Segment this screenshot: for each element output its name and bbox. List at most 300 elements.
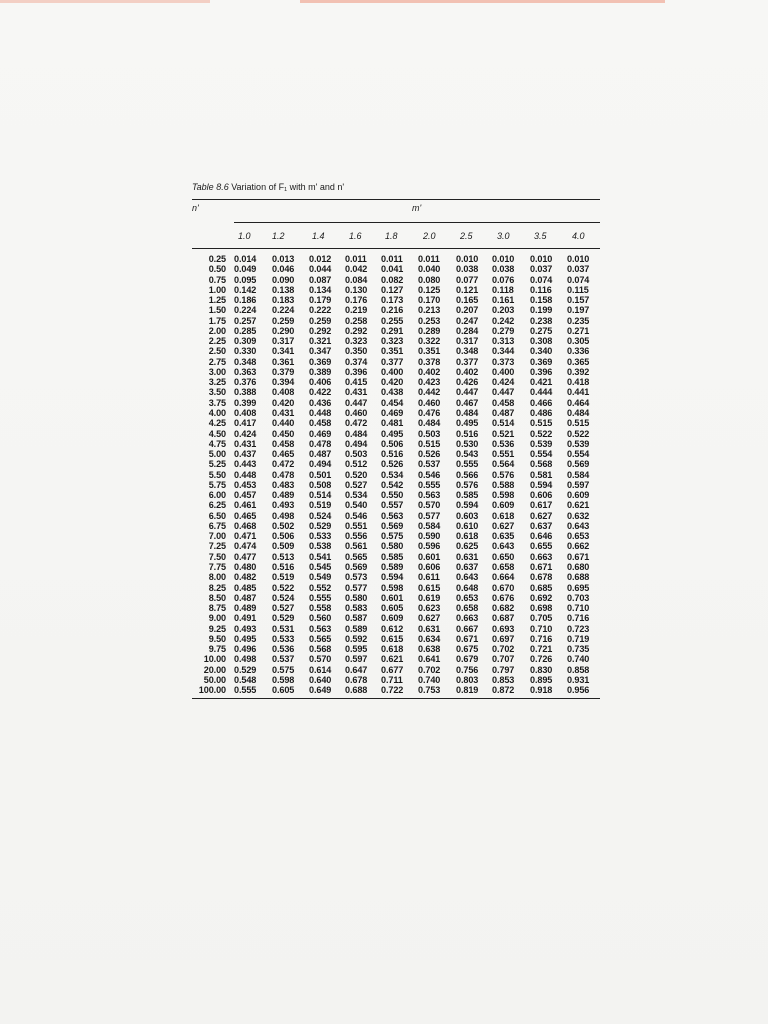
table-cell: 0.598 bbox=[272, 674, 295, 685]
table-cell: 0.580 bbox=[345, 592, 368, 603]
table-cell: 0.472 bbox=[272, 459, 295, 470]
table-cell: 0.493 bbox=[234, 623, 257, 634]
table-cell: 0.555 bbox=[456, 459, 479, 470]
table-cell: 0.687 bbox=[492, 613, 515, 624]
m-group-header: m' bbox=[412, 203, 422, 213]
table-cell: 0.682 bbox=[492, 603, 515, 614]
table-cell: 0.570 bbox=[309, 654, 332, 665]
table-cell: 0.576 bbox=[456, 479, 479, 490]
table-cell: 0.041 bbox=[381, 264, 404, 275]
table-cell: 0.424 bbox=[234, 428, 257, 439]
table-cell: 0.556 bbox=[345, 531, 368, 542]
table-cell: 0.540 bbox=[345, 500, 368, 511]
table-cell: 0.569 bbox=[345, 561, 368, 572]
table-row bbox=[192, 459, 600, 469]
table-cell: 0.142 bbox=[234, 284, 257, 295]
table-cell: 0.183 bbox=[272, 295, 295, 306]
table-cell: 0.494 bbox=[345, 438, 368, 449]
table-cell: 0.483 bbox=[272, 479, 295, 490]
table-cell: 0.323 bbox=[345, 336, 368, 347]
table-cell: 0.753 bbox=[418, 685, 441, 696]
table-cell: 0.716 bbox=[567, 613, 590, 624]
table-cell: 0.037 bbox=[567, 264, 590, 275]
table-cell: 0.344 bbox=[492, 346, 515, 357]
column-header-m: 1.6 bbox=[349, 231, 362, 241]
table-cell: 0.621 bbox=[567, 500, 590, 511]
table-cell: 0.588 bbox=[492, 479, 515, 490]
column-header-m: 3.5 bbox=[534, 231, 547, 241]
table-cell: 0.522 bbox=[567, 428, 590, 439]
table-cell: 0.595 bbox=[345, 644, 368, 655]
table-cell: 0.618 bbox=[381, 644, 404, 655]
table-cell: 0.529 bbox=[234, 664, 257, 675]
row-label-n: 7.50 bbox=[208, 551, 226, 562]
table-cell: 0.797 bbox=[492, 664, 515, 675]
table-cell: 0.257 bbox=[234, 315, 257, 326]
table-cell: 0.516 bbox=[456, 428, 479, 439]
table-cell: 0.125 bbox=[418, 284, 441, 295]
data-table bbox=[192, 182, 600, 699]
table-row bbox=[192, 408, 600, 418]
table-cell: 0.437 bbox=[234, 449, 257, 460]
table-cell: 0.485 bbox=[234, 582, 257, 593]
table-cell: 0.956 bbox=[567, 685, 590, 696]
table-cell: 0.522 bbox=[530, 428, 553, 439]
row-label-n: 4.25 bbox=[208, 418, 226, 429]
table-cell: 0.494 bbox=[309, 459, 332, 470]
table-cell: 0.519 bbox=[309, 500, 332, 511]
table-row bbox=[192, 685, 600, 695]
table-cell: 0.671 bbox=[567, 551, 590, 562]
table-cell: 0.443 bbox=[234, 459, 257, 470]
column-header-m: 2.0 bbox=[423, 231, 436, 241]
table-cell: 0.238 bbox=[530, 315, 553, 326]
column-header-m: 4.0 bbox=[572, 231, 585, 241]
table-cell: 0.469 bbox=[309, 428, 332, 439]
table-row bbox=[192, 500, 600, 510]
table-cell: 0.336 bbox=[567, 346, 590, 357]
table-cell: 0.422 bbox=[309, 387, 332, 398]
table-cell: 0.482 bbox=[234, 572, 257, 583]
table-cell: 0.610 bbox=[456, 520, 479, 531]
table-row bbox=[192, 439, 600, 449]
table-cell: 0.536 bbox=[272, 644, 295, 655]
row-label-n: 5.25 bbox=[208, 459, 226, 470]
table-cell: 0.457 bbox=[234, 490, 257, 501]
table-cell: 0.400 bbox=[381, 366, 404, 377]
table-cell: 0.693 bbox=[492, 623, 515, 634]
table-cell: 0.351 bbox=[381, 346, 404, 357]
table-cell: 0.489 bbox=[234, 603, 257, 614]
table-cell: 0.565 bbox=[309, 633, 332, 644]
table-cell: 0.655 bbox=[530, 541, 553, 552]
table-cell: 0.601 bbox=[381, 592, 404, 603]
table-cell: 0.011 bbox=[381, 254, 403, 264]
row-label-n: 4.75 bbox=[208, 438, 226, 449]
table-row bbox=[192, 429, 600, 439]
table-cell: 0.872 bbox=[492, 685, 515, 696]
table-cell: 0.667 bbox=[456, 623, 479, 634]
table-cell: 0.495 bbox=[381, 428, 404, 439]
table-row bbox=[192, 603, 600, 613]
table-cell: 0.615 bbox=[418, 582, 441, 593]
table-cell: 0.351 bbox=[418, 346, 441, 357]
table-cell: 0.476 bbox=[418, 407, 441, 418]
table-cell: 0.224 bbox=[272, 305, 295, 316]
table-cell: 0.465 bbox=[272, 449, 295, 460]
table-cell: 0.495 bbox=[234, 633, 257, 644]
table-cell: 0.515 bbox=[418, 438, 441, 449]
table-row bbox=[192, 285, 600, 295]
table-cell: 0.271 bbox=[567, 325, 590, 336]
table-cell: 0.594 bbox=[456, 500, 479, 511]
table-cell: 0.158 bbox=[530, 295, 553, 306]
table-cell: 0.589 bbox=[345, 623, 368, 634]
table-cell: 0.426 bbox=[456, 377, 479, 388]
table-cell: 0.289 bbox=[418, 325, 441, 336]
table-cell: 0.577 bbox=[345, 582, 368, 593]
row-label-n: 2.00 bbox=[208, 325, 226, 336]
table-cell: 0.648 bbox=[456, 582, 479, 593]
table-cell: 0.664 bbox=[492, 572, 515, 583]
table-cell: 0.309 bbox=[234, 336, 257, 347]
table-cell: 0.365 bbox=[567, 356, 590, 367]
column-header-m: 3.0 bbox=[497, 231, 510, 241]
table-cell: 0.502 bbox=[272, 520, 295, 531]
table-cell: 0.478 bbox=[272, 469, 295, 480]
table-cell: 0.503 bbox=[418, 428, 441, 439]
m-header-rule bbox=[234, 222, 600, 223]
table-cell: 0.438 bbox=[381, 387, 404, 398]
row-label-n: 5.75 bbox=[208, 479, 226, 490]
table-cell: 0.498 bbox=[272, 510, 295, 521]
table-cell: 0.653 bbox=[567, 531, 590, 542]
table-cell: 0.653 bbox=[456, 592, 479, 603]
row-label-n: 3.00 bbox=[208, 366, 226, 377]
row-label-n: 9.25 bbox=[208, 623, 226, 634]
table-cell: 0.563 bbox=[381, 510, 404, 521]
bottom-rule bbox=[192, 698, 600, 699]
table-cell: 0.501 bbox=[309, 469, 332, 480]
table-cell: 0.465 bbox=[234, 510, 257, 521]
table-cell: 0.560 bbox=[309, 613, 332, 624]
table-cell: 0.453 bbox=[234, 479, 257, 490]
table-cell: 0.458 bbox=[492, 397, 515, 408]
row-label-n: 10.00 bbox=[203, 654, 226, 665]
table-cell: 0.564 bbox=[492, 459, 515, 470]
table-cell: 0.698 bbox=[530, 603, 553, 614]
table-cell: 0.658 bbox=[492, 561, 515, 572]
table-cell: 0.515 bbox=[530, 418, 553, 429]
table-cell: 0.533 bbox=[272, 633, 295, 644]
table-cell: 0.631 bbox=[456, 551, 479, 562]
table-cell: 0.627 bbox=[418, 613, 441, 624]
table-cell: 0.524 bbox=[272, 592, 295, 603]
table-cell: 0.323 bbox=[381, 336, 404, 347]
table-cell: 0.420 bbox=[272, 397, 295, 408]
table-cell: 0.400 bbox=[492, 366, 515, 377]
table-cell: 0.621 bbox=[381, 654, 404, 665]
table-cell: 0.568 bbox=[530, 459, 553, 470]
table-cell: 0.570 bbox=[418, 500, 441, 511]
row-label-n: 6.00 bbox=[208, 490, 226, 501]
table-cell: 0.634 bbox=[418, 633, 441, 644]
table-cell: 0.554 bbox=[530, 449, 553, 460]
table-cell: 0.603 bbox=[456, 510, 479, 521]
table-cell: 0.726 bbox=[530, 654, 553, 665]
table-cell: 0.615 bbox=[381, 633, 404, 644]
table-cell: 0.010 bbox=[530, 254, 553, 264]
table-cell: 0.555 bbox=[234, 685, 257, 696]
table-cell: 0.454 bbox=[381, 397, 404, 408]
table-cell: 0.044 bbox=[309, 264, 332, 275]
table-cell: 0.474 bbox=[234, 541, 257, 552]
table-cell: 0.496 bbox=[234, 644, 257, 655]
table-cell: 0.596 bbox=[418, 541, 441, 552]
row-label-n: 4.00 bbox=[208, 407, 226, 418]
table-cell: 0.702 bbox=[418, 664, 441, 675]
table-cell: 0.173 bbox=[381, 295, 404, 306]
table-cell: 0.165 bbox=[456, 295, 479, 306]
table-cell: 0.469 bbox=[381, 407, 404, 418]
table-cell: 0.255 bbox=[381, 315, 404, 326]
table-cell: 0.627 bbox=[492, 520, 515, 531]
table-cell: 0.918 bbox=[530, 685, 553, 696]
table-cell: 0.625 bbox=[456, 541, 479, 552]
table-cell: 0.170 bbox=[418, 295, 441, 306]
table-cell: 0.597 bbox=[345, 654, 368, 665]
table-cell: 0.740 bbox=[567, 654, 590, 665]
table-cell: 0.618 bbox=[456, 531, 479, 542]
table-cell: 0.585 bbox=[456, 490, 479, 501]
table-cell: 0.087 bbox=[309, 274, 332, 285]
table-cell: 0.537 bbox=[272, 654, 295, 665]
table-cell: 0.692 bbox=[530, 592, 553, 603]
column-header-m: 1.2 bbox=[272, 231, 285, 241]
table-cell: 0.646 bbox=[530, 531, 553, 542]
table-cell: 0.819 bbox=[456, 685, 479, 696]
table-cell: 0.688 bbox=[345, 685, 368, 696]
row-label-n: 9.00 bbox=[208, 613, 226, 624]
table-cell: 0.484 bbox=[456, 407, 479, 418]
table-cell: 0.115 bbox=[567, 284, 589, 295]
table-cell: 0.514 bbox=[309, 490, 332, 501]
table-cell: 0.605 bbox=[381, 603, 404, 614]
table-cell: 0.321 bbox=[309, 336, 332, 347]
table-cell: 0.010 bbox=[492, 254, 515, 264]
table-cell: 0.340 bbox=[530, 346, 553, 357]
table-cell: 0.341 bbox=[272, 346, 295, 357]
table-cell: 0.484 bbox=[418, 418, 441, 429]
table-cell: 0.458 bbox=[272, 438, 295, 449]
table-cell: 0.658 bbox=[456, 603, 479, 614]
table-cell: 0.376 bbox=[234, 377, 257, 388]
table-cell: 0.447 bbox=[492, 387, 515, 398]
table-cell: 0.678 bbox=[345, 674, 368, 685]
table-cell: 0.199 bbox=[530, 305, 553, 316]
table-cell: 0.853 bbox=[492, 674, 515, 685]
table-caption bbox=[192, 182, 600, 193]
table-cell: 0.471 bbox=[234, 531, 257, 542]
table-cell: 0.308 bbox=[530, 336, 553, 347]
table-cell: 0.493 bbox=[272, 500, 295, 511]
table-cell: 0.539 bbox=[530, 438, 553, 449]
table-cell: 0.012 bbox=[309, 254, 332, 264]
table-cell: 0.536 bbox=[492, 438, 515, 449]
table-cell: 0.431 bbox=[345, 387, 368, 398]
row-label-n: 7.00 bbox=[208, 531, 226, 542]
table-cell: 0.461 bbox=[234, 500, 257, 511]
table-cell: 0.379 bbox=[272, 366, 295, 377]
row-label-n: 2.75 bbox=[208, 356, 226, 367]
table-cell: 0.676 bbox=[492, 592, 515, 603]
table-cell: 0.219 bbox=[345, 305, 368, 316]
table-cell: 0.555 bbox=[418, 479, 441, 490]
table-cell: 0.042 bbox=[345, 264, 368, 275]
table-cell: 0.377 bbox=[456, 356, 479, 367]
row-label-n: 4.50 bbox=[208, 428, 226, 439]
table-cell: 0.611 bbox=[418, 572, 440, 583]
table-cell: 0.534 bbox=[345, 490, 368, 501]
table-cell: 0.568 bbox=[309, 644, 332, 655]
table-cell: 0.537 bbox=[418, 459, 441, 470]
row-label-n: 100.00 bbox=[198, 685, 226, 696]
table-cell: 0.688 bbox=[567, 572, 590, 583]
table-cell: 0.447 bbox=[456, 387, 479, 398]
table-cell: 0.546 bbox=[418, 469, 441, 480]
table-row bbox=[192, 387, 600, 397]
row-label-n: 8.50 bbox=[208, 592, 226, 603]
table-cell: 0.515 bbox=[567, 418, 590, 429]
table-cell: 0.598 bbox=[381, 582, 404, 593]
table-cell: 0.442 bbox=[418, 387, 441, 398]
table-row bbox=[192, 583, 600, 593]
table-cell: 0.292 bbox=[345, 325, 368, 336]
column-header-m: 2.5 bbox=[460, 231, 473, 241]
table-row bbox=[192, 275, 600, 285]
table-cell: 0.563 bbox=[309, 623, 332, 634]
table-cell: 0.632 bbox=[567, 510, 590, 521]
table-cell: 0.609 bbox=[492, 500, 515, 511]
table-cell: 0.551 bbox=[492, 449, 515, 460]
table-cell: 0.495 bbox=[456, 418, 479, 429]
table-cell: 0.046 bbox=[272, 264, 295, 275]
table-row bbox=[192, 562, 600, 572]
table-cell: 0.369 bbox=[309, 356, 332, 367]
table-cell: 0.542 bbox=[381, 479, 404, 490]
table-cell: 0.011 bbox=[418, 254, 440, 264]
table-row bbox=[192, 490, 600, 500]
table-cell: 0.563 bbox=[418, 490, 441, 501]
table-cell: 0.580 bbox=[381, 541, 404, 552]
table-cell: 0.677 bbox=[381, 664, 404, 675]
table-cell: 0.549 bbox=[309, 572, 332, 583]
table-row bbox=[192, 541, 600, 551]
table-cell: 0.520 bbox=[345, 469, 368, 480]
table-cell: 0.348 bbox=[234, 356, 257, 367]
table-cell: 0.447 bbox=[345, 397, 368, 408]
table-cell: 0.740 bbox=[418, 674, 441, 685]
table-cell: 0.481 bbox=[381, 418, 404, 429]
table-cell: 0.558 bbox=[309, 603, 332, 614]
row-label-n: 2.50 bbox=[208, 346, 226, 357]
table-cell: 0.711 bbox=[381, 674, 403, 685]
table-row bbox=[192, 552, 600, 562]
table-row bbox=[192, 675, 600, 685]
table-cell: 0.138 bbox=[272, 284, 295, 295]
table-cell: 0.546 bbox=[345, 510, 368, 521]
row-label-n: 3.75 bbox=[208, 397, 226, 408]
table-row bbox=[192, 654, 600, 664]
table-cell: 0.406 bbox=[309, 377, 332, 388]
table-cell: 0.037 bbox=[530, 264, 553, 275]
table-cell: 0.590 bbox=[418, 531, 441, 542]
table-cell: 0.573 bbox=[345, 572, 368, 583]
table-cell: 0.548 bbox=[234, 674, 257, 685]
table-cell: 0.291 bbox=[381, 325, 404, 336]
table-cell: 0.478 bbox=[309, 438, 332, 449]
table-cell: 0.080 bbox=[418, 274, 441, 285]
table-cell: 0.577 bbox=[418, 510, 441, 521]
header-rule bbox=[192, 248, 600, 249]
table-cell: 0.415 bbox=[345, 377, 368, 388]
table-cell: 0.594 bbox=[530, 479, 553, 490]
table-row bbox=[192, 531, 600, 541]
table-cell: 0.513 bbox=[272, 551, 295, 562]
table-cell: 0.598 bbox=[492, 490, 515, 501]
table-cell: 0.013 bbox=[272, 254, 295, 264]
table-cell: 0.705 bbox=[530, 613, 553, 624]
table-row bbox=[192, 367, 600, 377]
row-label-n: 3.25 bbox=[208, 377, 226, 388]
table-row bbox=[192, 644, 600, 654]
row-label-n: 0.50 bbox=[208, 264, 226, 275]
table-cell: 0.519 bbox=[272, 572, 295, 583]
table-cell: 0.531 bbox=[272, 623, 295, 634]
table-row bbox=[192, 264, 600, 274]
table-cell: 0.723 bbox=[567, 623, 590, 634]
table-cell: 0.647 bbox=[345, 664, 368, 675]
table-cell: 0.127 bbox=[381, 284, 404, 295]
table-cell: 0.617 bbox=[530, 500, 553, 511]
table-cell: 0.721 bbox=[530, 644, 553, 655]
table-cell: 0.550 bbox=[381, 490, 404, 501]
table-cell: 0.313 bbox=[492, 336, 515, 347]
table-cell: 0.014 bbox=[234, 254, 257, 264]
row-label-n: 5.50 bbox=[208, 469, 226, 480]
table-cell: 0.638 bbox=[418, 644, 441, 655]
table-cell: 0.735 bbox=[567, 644, 590, 655]
table-cell: 0.259 bbox=[309, 315, 332, 326]
table-cell: 0.130 bbox=[345, 284, 368, 295]
table-cell: 0.641 bbox=[418, 654, 441, 665]
table-row bbox=[192, 326, 600, 336]
table-cell: 0.118 bbox=[492, 284, 514, 295]
table-cell: 0.487 bbox=[492, 407, 515, 418]
table-row bbox=[192, 346, 600, 356]
table-cell: 0.090 bbox=[272, 274, 295, 285]
table-cell: 0.640 bbox=[309, 674, 332, 685]
table-row bbox=[192, 336, 600, 346]
table-cell: 0.392 bbox=[567, 366, 590, 377]
table-cell: 0.583 bbox=[345, 603, 368, 614]
table-cell: 0.253 bbox=[418, 315, 441, 326]
table-cell: 0.242 bbox=[492, 315, 515, 326]
table-cell: 0.587 bbox=[345, 613, 368, 624]
table-cell: 0.663 bbox=[456, 613, 479, 624]
table-cell: 0.157 bbox=[567, 295, 590, 306]
table-cell: 0.450 bbox=[272, 428, 295, 439]
